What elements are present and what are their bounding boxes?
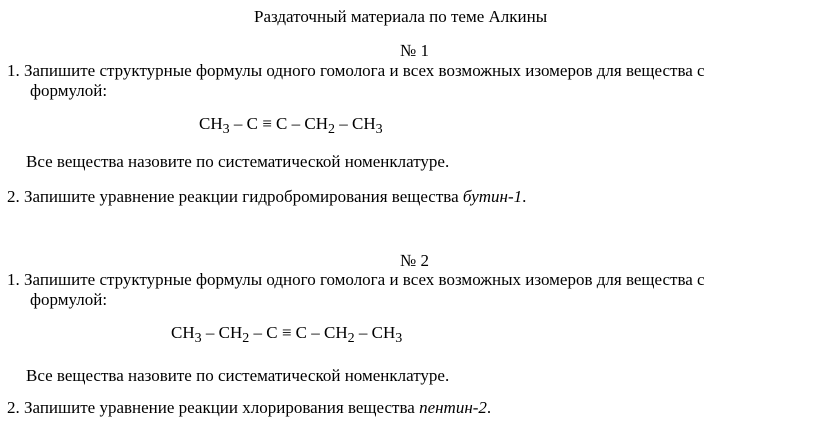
task-text: Запишите структурные формулы одного гомолога и всех возможных изомеров для вещества с [24, 270, 705, 289]
formula-part: – C ≡ C – CH [229, 114, 329, 133]
variant-1-formula [199, 114, 383, 137]
document-title: Раздаточный материала по теме Алкины [254, 7, 548, 26]
variant-1-header: № 1 [400, 41, 429, 60]
formula-subscript: 3 [395, 331, 403, 346]
variant-1-task-2 [7, 187, 526, 207]
variant-2-task-1-line-1 [7, 270, 705, 290]
formula-subscript: 2 [328, 122, 336, 137]
formula-part: – CH [201, 323, 243, 342]
variant-2-task-1-line-2: формулой: [30, 290, 108, 309]
variant-2-task-2 [7, 398, 491, 418]
formula-part: – CH [354, 323, 396, 342]
task-text: Запишите уравнение реакции хлорирования вещества [24, 398, 420, 417]
variant-1-nomenclature-note: Все вещества назовите по систематической номенклатуре. [26, 152, 450, 171]
variant-2-nomenclature-note: Все вещества назовите по систематической номенклатуре. [26, 366, 450, 385]
substance-name: бутин-1 [462, 187, 523, 206]
task-number: 2. [7, 187, 20, 206]
task-number: 2. [7, 398, 20, 417]
formula-subscript: 3 [194, 331, 202, 346]
task-end: . [486, 398, 492, 417]
task-end: . [522, 187, 527, 206]
formula-subscript: 3 [375, 122, 383, 137]
formula-part: CH [199, 114, 223, 133]
variant-1-task-1-line-2: формулой: [30, 81, 108, 100]
variant-2-header: № 2 [400, 251, 429, 270]
variant-2-formula [171, 323, 403, 346]
formula-part: CH [171, 323, 195, 342]
formula-part: – C ≡ C – CH [249, 323, 348, 342]
formula-subscript: 2 [347, 331, 355, 346]
formula-subscript: 3 [222, 122, 230, 137]
task-number: 1. [7, 270, 20, 289]
task-text: Запишите уравнение реакции гидробромирования вещества [24, 187, 463, 206]
substance-name: пентин-2 [419, 398, 487, 417]
variant-1-task-1-line-1 [7, 61, 705, 81]
task-number: 1. [7, 61, 20, 80]
formula-part: – CH [335, 114, 376, 133]
formula-subscript: 2 [242, 331, 250, 346]
task-text: Запишите структурные формулы одного гомолога и всех возможных изомеров для вещества с [24, 61, 705, 80]
